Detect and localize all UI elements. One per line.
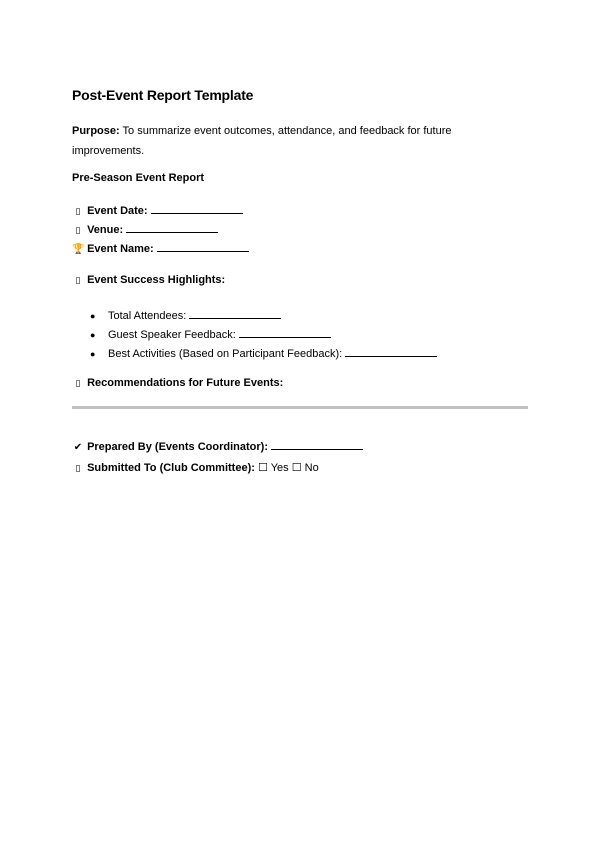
bullet-icon: ● xyxy=(90,349,96,359)
yes-label: Yes xyxy=(270,462,289,474)
section-heading xyxy=(72,172,204,184)
purpose-paragraph xyxy=(72,121,492,161)
highlights-heading-text: Event Success Highlights: xyxy=(87,274,226,286)
missing-glyph-icon: ▯ xyxy=(75,275,81,285)
missing-glyph-icon: ▯ xyxy=(75,225,81,235)
recommendations-heading-text: Recommendations for Future Events: xyxy=(87,377,284,389)
submitted-to-label: Submitted To (Club Committee): xyxy=(87,462,255,474)
list-item xyxy=(90,345,437,364)
list-item xyxy=(90,307,437,326)
bullet-icon: ● xyxy=(90,330,96,340)
highlights-heading xyxy=(72,274,225,286)
trophy-icon: 🏆 xyxy=(72,244,85,255)
highlight-label: Guest Speaker Feedback: xyxy=(108,329,236,341)
recommendations-heading xyxy=(72,377,283,389)
venue-label: Venue: xyxy=(87,224,124,236)
prepared-by-label: Prepared By (Events Coordinator): xyxy=(87,441,268,453)
event-name-blank[interactable] xyxy=(157,242,249,252)
list-item xyxy=(90,326,437,345)
attendees-blank[interactable] xyxy=(189,309,281,319)
document-title: Post-Event Report Template xyxy=(72,87,254,103)
prepared-by-field xyxy=(72,440,363,453)
purpose-text: To summarize event outcomes, attendance, and feedback for future improvements. xyxy=(72,125,452,157)
event-name-label: Event Name: xyxy=(87,243,154,255)
horizontal-rule xyxy=(72,406,528,409)
highlights-list xyxy=(90,307,437,364)
no-checkbox[interactable]: ☐ xyxy=(291,462,302,474)
section-heading-text: Pre-Season Event Report xyxy=(72,172,205,184)
bullet-icon: ● xyxy=(90,311,96,321)
highlight-label: Best Activities (Based on Participant Feedback): xyxy=(108,348,343,360)
no-label: No xyxy=(304,462,319,474)
checkmark-icon: ✔ xyxy=(73,442,83,453)
venue-blank[interactable] xyxy=(126,223,218,233)
event-date-blank[interactable] xyxy=(151,204,243,214)
event-name-field xyxy=(72,242,249,255)
missing-glyph-icon: ▯ xyxy=(75,378,81,388)
prepared-by-blank[interactable] xyxy=(271,440,363,450)
missing-glyph-icon: ▯ xyxy=(75,206,81,216)
best-activities-blank[interactable] xyxy=(345,347,437,357)
missing-glyph-icon: ▯ xyxy=(75,463,81,473)
highlight-label: Total Attendees: xyxy=(108,310,187,322)
speaker-feedback-blank[interactable] xyxy=(239,328,331,338)
purpose-label: Purpose: xyxy=(72,125,120,137)
submitted-to-field xyxy=(72,461,319,474)
event-date-label: Event Date: xyxy=(87,205,148,217)
yes-checkbox[interactable]: ☐ xyxy=(257,462,268,474)
venue-field xyxy=(72,223,218,236)
event-date-field xyxy=(72,204,243,217)
